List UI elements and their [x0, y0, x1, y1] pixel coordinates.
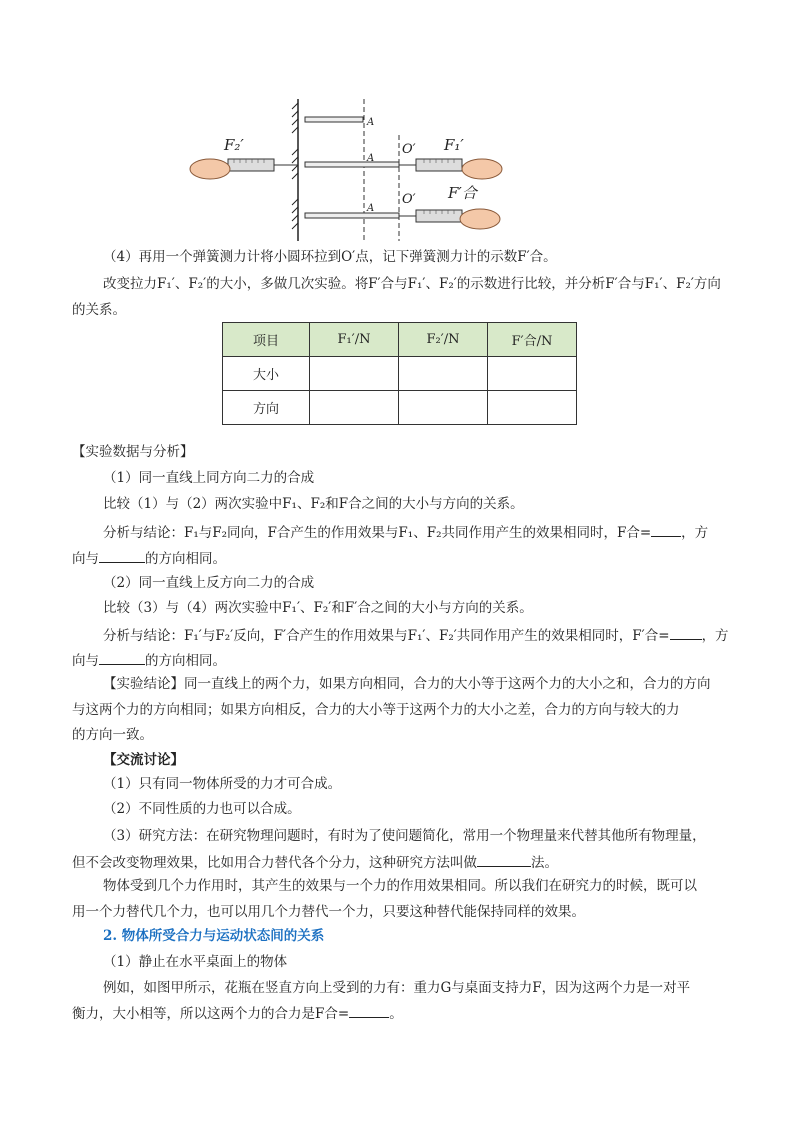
answer-blank[interactable] — [99, 650, 145, 665]
paragraph-line: 物体受到几个力作用时，其产生的效果与一个力的作用效果相同。所以我们在研究力的时候，既可以 — [103, 878, 697, 894]
paragraph-line — [103, 522, 708, 543]
answer-blank[interactable] — [99, 548, 145, 563]
paragraph-line: 的方向一致。 — [72, 727, 153, 743]
label-o-prime-1: O′ — [402, 142, 416, 157]
table-cell: 大小 — [223, 357, 310, 391]
text-segment: 。 — [389, 1006, 403, 1022]
section-heading-blue: 2. 物体所受合力与运动状态间的关系 — [103, 928, 325, 944]
section-heading: 【交流讨论】 — [103, 752, 184, 768]
paragraph-line: （1）只有同一物体所受的力才可合成。 — [103, 776, 342, 792]
spring-scale-experiment-figure — [188, 95, 508, 243]
label-f2-prime: F₂′ — [224, 136, 244, 154]
paragraph-line — [72, 852, 558, 873]
sub-heading: （1）同一直线上同方向二力的合成 — [103, 470, 315, 486]
text-segment: 分析与结论：F₁′与F₂′反向，F′合产生的作用效果与F₁′、F₂′共同作用产生的效果相同时，F′合= — [103, 628, 670, 644]
text-segment: 但不会改变物理效果，比如用合力替代各个分力，这种研究方法叫做 — [72, 855, 477, 871]
text-segment: 向与 — [72, 653, 99, 669]
table-header-row — [223, 323, 577, 357]
paragraph-line: 改变拉力F₁′、F₂′的大小，多做几次实验。将F′合与F₁′、F₂′的示数进行比较，并分析F′合与F₁′、F₂′方向 — [103, 276, 721, 292]
answer-blank[interactable] — [670, 625, 702, 640]
label-f1-prime: F₁′ — [444, 136, 464, 154]
paragraph-line — [72, 548, 226, 569]
table-header-cell: F′合/N — [488, 323, 577, 357]
paragraph-line: 例如，如图甲所示，花瓶在竖直方向上受到的力有：重力G与桌面支持力F，因为这两个力是一对平 — [103, 980, 691, 996]
table-cell[interactable] — [399, 357, 488, 391]
paragraph-line: 【实验结论】同一直线上的两个力，如果方向相同，合力的大小等于这两个力的大小之和，合力的方向 — [103, 676, 711, 692]
text-segment: 法。 — [531, 855, 558, 871]
table-cell[interactable] — [488, 391, 577, 425]
table-cell: 方向 — [223, 391, 310, 425]
text-segment: 分析与结论：F₁与F₂同向，F合产生的作用效果与F₁、F₂共同作用产生的效果相同时，F合= — [103, 525, 652, 541]
answer-blank[interactable] — [349, 1003, 389, 1018]
table-cell[interactable] — [488, 357, 577, 391]
answer-blank[interactable] — [651, 522, 681, 537]
text-segment: 向与 — [72, 551, 99, 567]
label-a-2: A — [367, 153, 375, 164]
label-o-prime-2: O′ — [402, 192, 416, 207]
table-header-cell: F₁′/N — [310, 323, 399, 357]
text-segment: 的方向相同。 — [145, 653, 226, 669]
table-row — [223, 391, 577, 425]
table-header-cell: F₂′/N — [399, 323, 488, 357]
label-a-3: A — [367, 203, 375, 214]
label-a-1: A — [367, 117, 375, 128]
paragraph-line: 比较（3）与（4）两次实验中F₁′、F₂′和F′合之间的大小与方向的关系。 — [103, 600, 533, 616]
paragraph-line: 的关系。 — [72, 302, 126, 318]
results-table — [222, 322, 577, 425]
paragraph-line — [72, 1003, 403, 1024]
paragraph-line — [72, 650, 226, 671]
table-cell[interactable] — [399, 391, 488, 425]
text-segment: ，方 — [701, 628, 729, 644]
paragraph-line: 与这两个力的方向相同；如果方向相反，合力的大小等于这两个力的大小之差，合力的方向与较大的力 — [72, 702, 680, 718]
section-heading: 【实验数据与分析】 — [72, 444, 194, 460]
sub-heading: （1）静止在水平桌面上的物体 — [103, 954, 288, 970]
text-segment: ，方 — [681, 525, 709, 541]
text-segment: 衡力，大小相等，所以这两个力的合力是F合= — [72, 1006, 350, 1022]
table-row — [223, 357, 577, 391]
table-header-cell: 项目 — [223, 323, 310, 357]
table-cell[interactable] — [310, 357, 399, 391]
answer-blank[interactable] — [477, 852, 531, 867]
paragraph-line: （2）不同性质的力也可以合成。 — [103, 801, 301, 817]
label-f-he: F′合 — [448, 184, 477, 202]
table-cell[interactable] — [310, 391, 399, 425]
paragraph-line: 用一个力替代几个力，也可以用几个力替代一个力，只要这种替代能保持同样的效果。 — [72, 904, 585, 920]
step-4-text: （4）再用一个弹簧测力计将小圆环拉到O′点，记下弹簧测力计的示数F′合。 — [103, 249, 557, 265]
text-segment: 的方向相同。 — [145, 551, 226, 567]
sub-heading: （2）同一直线上反方向二力的合成 — [103, 575, 315, 591]
paragraph-line — [103, 625, 729, 646]
paragraph-line: （3）研究方法：在研究物理问题时，有时为了使问题简化，常用一个物理量来代替其他所有物理量， — [103, 828, 706, 844]
paragraph-line: 比较（1）与（2）两次实验中F₁、F₂和F合之间的大小与方向的关系。 — [103, 496, 524, 512]
